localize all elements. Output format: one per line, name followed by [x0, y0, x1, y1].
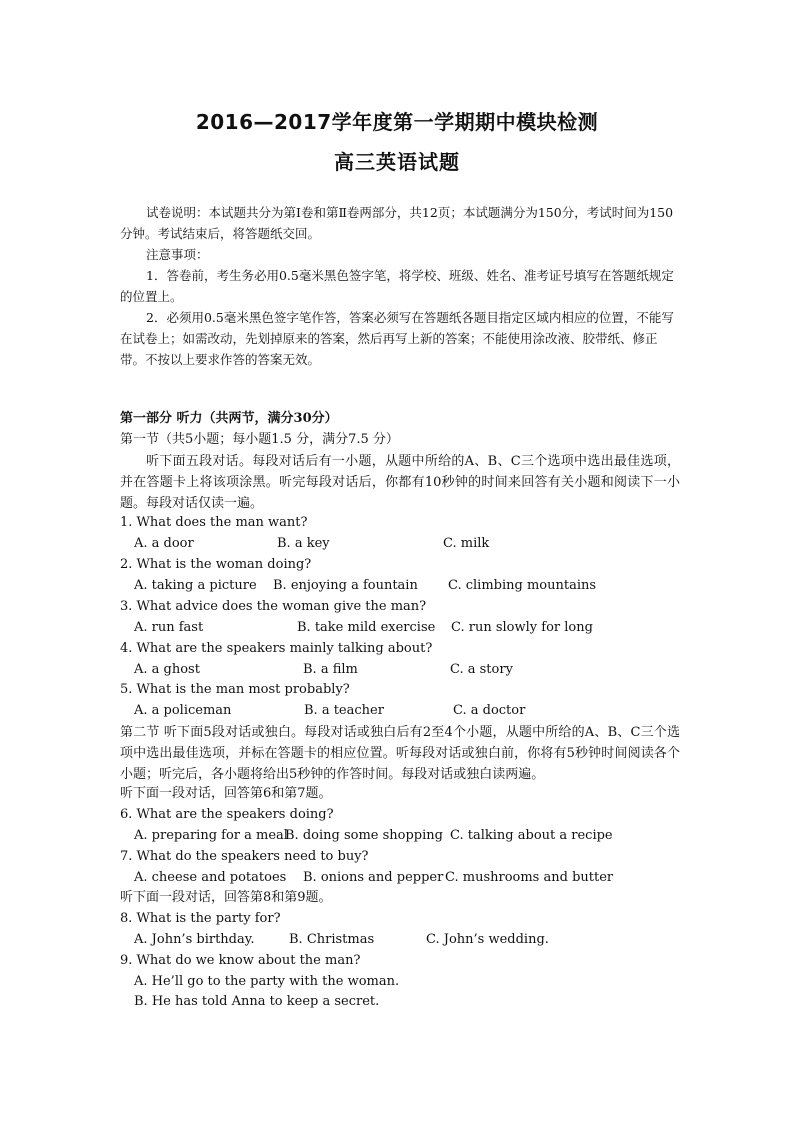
- question-9-option-b: B. He has told Anna to keep a secret.: [134, 994, 380, 1009]
- question-4-option-b: B. a film: [303, 662, 358, 677]
- question-3-option-a: A. run fast: [134, 620, 204, 635]
- question-4-option-c: C. a story: [450, 662, 513, 677]
- part1-heading: 第一部分 听力（共两节，满分30分）: [120, 411, 338, 426]
- question-7-option-a: A. cheese and potatoes: [134, 870, 287, 885]
- notice-item-2: 2．必须用0.5毫米黑色签字笔作答，答案必须写在答题纸各题目指定区域内相应的位置，不能写在试卷上；如需改动，先划掉原来的答案，然后再写上新的答案；不能使用涂改液、胶带纸、修正带。不按以上要求作答的答案无效。: [120, 310, 674, 367]
- question-6-stem: 6. What are the speakers doing?: [120, 807, 334, 822]
- question-1-stem: 1. What does the man want?: [120, 515, 308, 530]
- question-6-option-c: C. talking about a recipe: [450, 828, 613, 843]
- question-1-option-a: A. a door: [134, 536, 194, 551]
- section2-directions: 第二节 听下面5段对话或独白。每段对话或独白后有2至4个小题，从题中所给的A、B、C三个选项中选出最佳选项，并标在答题卡的相应位置。听每段对话或独白前，你将有5秒钟时间阅读各个小题；听完后，各小题将给出5秒钟的作答时间。每段对话或独白读两遍。: [120, 725, 680, 782]
- notice-label: 注意事项：: [146, 247, 209, 262]
- question-7-option-b: B. onions and pepper: [303, 870, 444, 885]
- question-5-option-a: A. a policeman: [134, 703, 232, 718]
- question-5-stem: 5. What is the man most probably?: [120, 682, 350, 697]
- question-2-stem: 2. What is the woman doing?: [120, 557, 312, 572]
- exam-intro: 试卷说明：本试题共分为第Ⅰ卷和第Ⅱ卷两部分，共12页；本试题满分为150分，考试时间为150分钟。考试结束后，将答题纸交回。: [120, 205, 674, 241]
- exam-subtitle: 高三英语试题: [334, 150, 460, 174]
- question-9-option-a: A. He’ll go to the party with the woman.: [134, 974, 400, 989]
- question-3-option-b: B. take mild exercise: [297, 620, 436, 635]
- section1-directions: 听下面五段对话。每段对话后有一小题，从题中所给的A、B、C三个选项中选出最佳选项，并在答题卡上将该项涂黑。听完每段对话后，你都有10秒钟的时间来回答有关小题和阅读下一小题。每段对话仅读一遍。: [120, 454, 680, 511]
- question-6-option-b: B. doing some shopping: [285, 828, 443, 843]
- question-1-option-c: C. milk: [443, 536, 490, 551]
- question-8-option-c: C. John’s wedding.: [426, 932, 549, 947]
- question-9-stem: 9. What do we know about the man?: [120, 953, 361, 968]
- question-2-option-a: A. taking a picture: [134, 578, 257, 593]
- dialog-8-intro: 听下面一段对话，回答第8和第9题。: [120, 890, 332, 905]
- exam-title: 2016—2017学年度第一学期期中模块检测: [195, 110, 599, 134]
- question-7-stem: 7. What do the speakers need to buy?: [120, 849, 369, 864]
- notice-item-1: 1．答卷前，考生务必用0.5毫米黑色签字笔，将学校、班级、姓名、准考证号填写在答题纸规定的位置上。: [120, 268, 674, 304]
- question-2-option-c: C. climbing mountains: [448, 578, 597, 593]
- section1-heading: 第一节（共5小题；每小题1.5 分，满分7.5 分）: [120, 432, 399, 447]
- question-4-stem: 4. What are the speakers mainly talking about?: [120, 641, 433, 656]
- question-6-option-a: A. preparing for a meal: [134, 828, 288, 843]
- question-4-option-a: A. a ghost: [134, 662, 200, 677]
- question-8-option-a: A. John’s birthday.: [134, 932, 255, 947]
- question-8-option-b: B. Christmas: [289, 932, 375, 947]
- question-7-option-c: C. mushrooms and butter: [445, 870, 614, 885]
- question-5-option-c: C. a doctor: [453, 703, 526, 718]
- question-2-option-b: B. enjoying a fountain: [273, 578, 418, 593]
- dialog-6-intro: 听下面一段对话，回答第6和第7题。: [120, 786, 332, 801]
- question-3-stem: 3. What advice does the woman give the man?: [120, 599, 427, 614]
- question-5-option-b: B. a teacher: [304, 703, 384, 718]
- question-3-option-c: C. run slowly for long: [451, 620, 593, 635]
- question-8-stem: 8. What is the party for?: [120, 911, 281, 926]
- question-1-option-b: B. a key: [277, 536, 330, 551]
